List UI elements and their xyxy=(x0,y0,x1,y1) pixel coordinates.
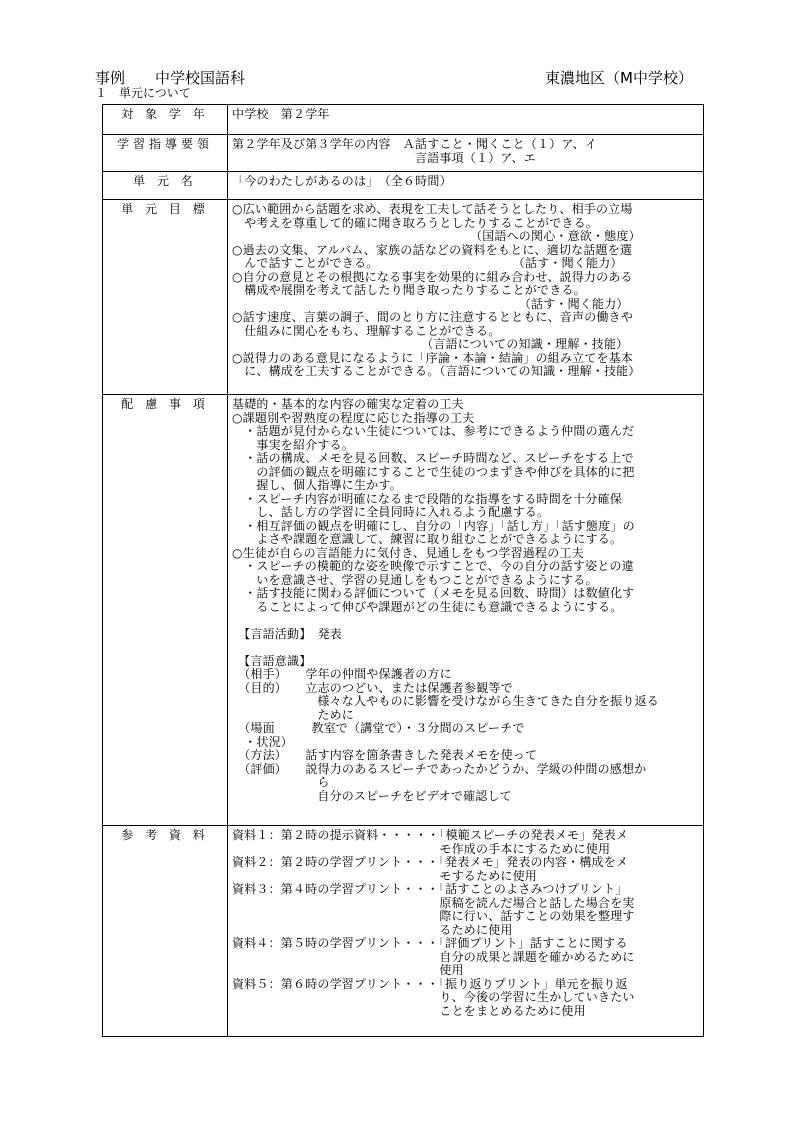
content-line: （方法） 話す内容を箇条書きした発表メモを使って xyxy=(232,749,538,762)
content-line: 資料５：第６時の学習プリント・・・「振り返りプリント」単元を振り返 xyxy=(232,977,628,991)
content-line: 構成や展開を考えて話したり聞き取ったりすることができる。 xyxy=(232,284,586,297)
document-header-left: 事例 中学校国語科 xyxy=(95,69,246,87)
row-label: 配 慮 事 項 xyxy=(103,395,228,826)
content-line: （目的） 立志のつどい、または保護者参観等で xyxy=(232,681,513,695)
content-line: 握し、個人指導に生かす。 xyxy=(232,479,402,492)
content-line: ○生徒が自らの言語能力に気付き、見通しをもつ学習過程の工夫 xyxy=(232,546,584,560)
row-label: 単 元 名 xyxy=(103,172,228,200)
content-line: や考えを尊重して的確に聞き取ろうとしたりすることができる。 xyxy=(232,216,599,230)
content-line: ○話す速度、言葉の調子、間のとり方に注意するとともに、音声の働きや xyxy=(232,311,634,324)
content-line: ・スピーチ内容が明確になるまで段階的な指導をする時間を十分確保 xyxy=(232,492,622,506)
content-line: ために xyxy=(232,708,355,722)
content-line: （評価） 説得力のあるスピーチであったかどうか、学級の仲間の感想か xyxy=(232,762,647,776)
content-line: ・スピーチの模範的な姿を映像で示すことで、今の自分の話す姿との違 xyxy=(232,560,634,573)
content-line: よさや課題を意識して、練習に取り組むことができるようにする。 xyxy=(232,533,623,546)
row-label: 対 象 学 年 xyxy=(103,105,228,135)
content-line: ・話題が見付からない生徒については、参考にできるよう仲間の選んだ xyxy=(232,425,635,438)
table-row-considerations xyxy=(103,395,704,826)
content-line: 事実を紹介する。 xyxy=(232,438,355,452)
content-line: ・状況） xyxy=(232,735,294,749)
row-label: 単 元 目 標 xyxy=(103,200,228,395)
content-line: 使用 xyxy=(232,964,464,977)
content-line: （国語への関心・意欲・態度） xyxy=(232,230,641,243)
row-content xyxy=(228,395,704,826)
content-line: 原稿を読んだ場合と話した場合を実 xyxy=(232,896,635,910)
content-line: 資料２：第２時の学習プリント・・・「発表メモ」発表の内容・構成をメ xyxy=(232,856,629,869)
content-line: ○説得力のある意見になるように「序論・本論・結論」の組み立てを基本 xyxy=(232,351,634,365)
section-title: １ 単元について xyxy=(95,86,191,100)
row-content xyxy=(228,105,704,135)
content-line: ○過去の文集、アルバム、家族の話などの資料をもとに、適切な話題を選 xyxy=(232,243,633,257)
content-line: 仕組みに関心をもち、理解することができる。 xyxy=(232,324,501,338)
content-line: モするために使用 xyxy=(232,869,538,883)
content-line: （場面 教室で（講堂で）・３分間のスピーチで xyxy=(232,722,525,735)
content-line: 中学校 第２学年 xyxy=(232,108,330,121)
content-line: し、話し方の学習に全員同時に入れるよう配慮する。 xyxy=(232,506,550,519)
content-line: ・話す技能に関わる評価について（メモを見る回数、時間）は数値化す xyxy=(232,587,635,600)
row-content xyxy=(228,172,704,200)
content-line: 【言語意識】 xyxy=(232,654,312,668)
content-line: 「今のわたしがあるのは」 （全６時間） xyxy=(232,175,452,188)
content-line: （相手） 学年の仲間や保護者の方に xyxy=(232,668,452,681)
content-line: ら xyxy=(232,776,330,789)
content-line: ○広い範囲から話題を求め、表現を工夫して話そうとしたり、相手の立場 xyxy=(232,203,633,216)
table-row-references xyxy=(103,826,704,1037)
content-line: モ作成の手本にするために使用 xyxy=(232,842,611,856)
row-content xyxy=(228,826,704,1037)
content-line: 自分のスピーチをビデオで確認して xyxy=(232,789,512,803)
document-header-right: 東濃地区（M中学校） xyxy=(545,69,693,87)
content-line: 基礎的・基本的な内容の確実な定着の工夫 xyxy=(232,398,464,411)
row-label: 学習指導要領 xyxy=(103,135,228,172)
content-line xyxy=(232,614,699,628)
content-line: に、構成を工夫することができる。（言語についての知識・理解・技能） xyxy=(232,365,641,378)
content-line: 資料３：第４時の学習プリント・・・「話すことのよさみつけプリント」 xyxy=(232,883,628,896)
content-line xyxy=(232,641,699,655)
content-line: 言語事項（１）ア、エ xyxy=(232,151,537,165)
row-label: 参 考 資 料 xyxy=(103,826,228,1037)
content-line: ることによって伸びや課題がどの生徒にも意識できるようにする。 xyxy=(232,600,623,614)
unit-info-table xyxy=(102,104,704,1037)
content-line: 【言語活動】 発表 xyxy=(232,627,343,641)
content-line: の評価の観点を明確にすることで生徒のつまずきや伸びを具体的に把 xyxy=(232,465,635,479)
content-line: ○自分の意見とその根拠になる事実を効果的に組み合わせ、説得力のある xyxy=(232,270,633,284)
table-row-curriculum xyxy=(103,135,704,172)
content-line: ・話の構成、メモを見る回数、スピーチ時間など、スピーチをする上で xyxy=(232,452,634,465)
content-line: ことをまとめるために使用 xyxy=(232,1004,586,1018)
row-content xyxy=(228,135,704,172)
content-line: 様々な人やものに影響を受けながら生きてきた自分を振り返る xyxy=(232,695,660,708)
content-line: るために使用 xyxy=(232,923,513,937)
content-line: 第２学年及び第３学年の内容 Ａ話すこと・聞くこと（１）ア、イ xyxy=(232,138,598,151)
table-row-target-grade xyxy=(103,105,704,135)
content-line: んで話すことができる。 （話す・聞く能力） xyxy=(232,257,623,270)
content-line: り、今後の学習に生かしていきたい xyxy=(232,991,635,1004)
content-line: （話す・聞く能力） xyxy=(232,297,629,311)
content-line: ○課題別や習熟度の程度に応じた指導の工夫 xyxy=(232,411,475,425)
content-line: 資料４：第５時の学習プリント・・・「評価プリント」話すことに関する xyxy=(232,937,628,950)
row-content xyxy=(228,200,704,395)
content-line: 際に行い、話すことの効果を整理す xyxy=(232,910,635,923)
table-row-unit-goals xyxy=(103,200,704,395)
content-line: ・相互評価の観点を明確にし、自分の「内容」「話し方」「話す態度」の xyxy=(232,519,635,533)
content-line: 資料１：第２時の提示資料・・・・・「模範スピーチの発表メモ」発表メ xyxy=(232,829,629,842)
table-row-unit-name xyxy=(103,172,704,200)
content-line: いを意識させ、学習の見通しをもつことができるようにする。 xyxy=(232,573,598,587)
content-line: （言語についての知識・理解・技能） xyxy=(232,338,629,351)
content-line: 自分の成果と課題を確かめるために xyxy=(232,950,635,964)
